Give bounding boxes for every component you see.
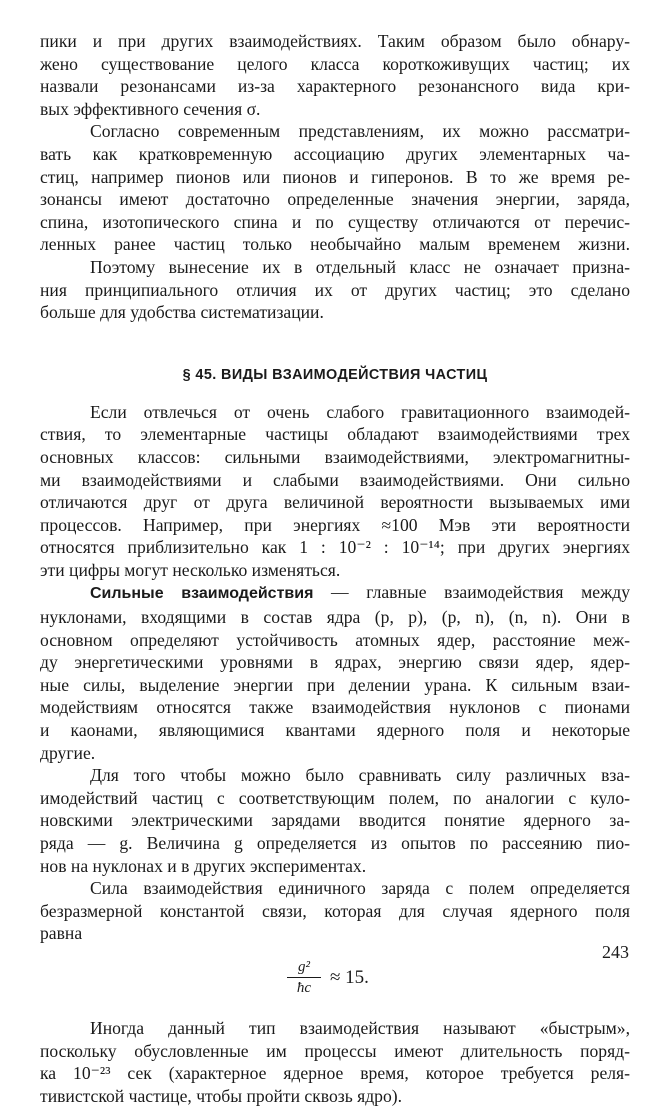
paragraph-fast-interaction — [40, 1017, 630, 1107]
text-line: Если отвлечься от очень слабого гравитационного взаимодей- — [90, 401, 630, 422]
section-heading: § 45. ВИДЫ ВЗАИМОДЕЙСТВИЯ ЧАСТИЦ — [182, 366, 488, 383]
paragraph-interaction-classes — [40, 401, 630, 582]
coupling-formula — [40, 951, 630, 1009]
text-line: безразмерной константой связи, которая для случая ядерного поля — [40, 900, 630, 921]
formula-numerator: g² — [287, 957, 321, 978]
text-line: нов на нуклонах и в других экспериментах. — [40, 855, 367, 876]
text-line: Сила взаимодействия единичного заряда с полем определяется — [90, 878, 630, 899]
text-line: и каонами, являющимися квантами ядерного поля и некоторые — [40, 720, 630, 741]
text-line: ния принципиального отличия их от других частиц; это сделано — [40, 279, 630, 300]
text-line: имодействий частиц с соответствующим полем, по аналогии с куло- — [40, 787, 630, 808]
paragraph-nuclear-charge — [40, 764, 630, 877]
page-number: 243 — [602, 942, 629, 962]
text-line: ленных ранее частиц только необычайно малым временем жизни. — [40, 234, 630, 255]
text-line: отличаются друг от друга величиной вероятности вызываемых ими — [40, 492, 630, 513]
text-line: основных классов: сильными взаимодействиями, электромагнитны- — [40, 446, 630, 467]
text-line: тивистской частице, чтобы пройти сквозь ядро). — [40, 1085, 403, 1106]
paragraph-resonances-class — [40, 256, 630, 324]
paragraph-resonances-intro — [40, 30, 630, 120]
strong-interactions-term: Сильные взаимодействия — [90, 585, 314, 603]
text-line: новскими электрическими зарядами вводится понятие ядерного за- — [40, 810, 630, 831]
text-line: зонансы имеют достаточно определенные значения энергии, заряда, — [40, 189, 630, 210]
text-line: ные силы, выделение энергии при делении урана. К сильным взаи- — [40, 674, 630, 695]
text-line — [40, 581, 630, 606]
text-line: нуклонами, входящими в состав ядра (p, p), (p, n), (n, n). Они в — [40, 607, 630, 628]
text-fragment: — главные взаимодействия между — [313, 582, 630, 603]
text-line: Иногда данный тип взаимодействия называют «быстрым», — [90, 1017, 630, 1038]
text-line: ствия, то элементарные частицы обладают взаимодействиями трех — [40, 424, 630, 445]
formula-relation: ≈ 15. — [330, 966, 369, 988]
text-line: назвали резонансами из-за характерного резонансного вида кри- — [40, 76, 630, 97]
formula-fraction — [287, 957, 321, 998]
text-line: ряда — g. Величина g определяется из опытов по рассеянию пио- — [40, 833, 630, 853]
formula-denominator: ħc — [296, 979, 312, 996]
text-line: пики и при других взаимодействиях. Таким образом было обнару- — [40, 31, 630, 51]
text-line: Поэтому вынесение их в отдельный класс не означает призна- — [90, 256, 630, 277]
text-line: стиц, например пионов или пионов и гиперонов. В то же время ре- — [40, 166, 630, 187]
text-line: эти цифры могут несколько изменяться. — [40, 559, 341, 580]
text-line: равна — [40, 923, 83, 944]
paragraph-coupling-constant — [40, 877, 630, 945]
text-line: жено существование целого класса короткоживущих частиц; их — [40, 53, 630, 74]
text-line: ка 10⁻²³ сек (характерное ядерное время, которое требуется реля- — [40, 1063, 630, 1084]
text-line: вать как кратковременную ассоциацию других элементарных ча- — [40, 143, 630, 164]
paragraph-resonances-association — [40, 120, 630, 256]
text-line: поскольку обусловленные им процессы имеют длительность поряд- — [40, 1040, 630, 1061]
text-line: вых эффективного сечения σ. — [40, 98, 261, 119]
text-line: ми взаимодействиями и слабыми взаимодействиями. Они сильно — [40, 469, 630, 490]
text-line: модействиям относятся также взаимодействия нуклонов с пионами — [40, 697, 630, 718]
text-line: процессов. Например, при энергиях ≈100 Мэв эти вероятности — [40, 514, 630, 535]
text-line: Согласно современным представлениям, их можно рассматри- — [90, 121, 630, 142]
text-line: другие. — [40, 742, 96, 763]
text-line: Для того чтобы можно было сравнивать силу различных вза- — [90, 765, 630, 786]
text-line: основном определяют устойчивость атомных ядер, расстояние меж- — [40, 629, 630, 650]
text-line: относятся приблизительно как 1 : 10⁻² : 10⁻¹⁴; при других энергиях — [40, 537, 630, 558]
paragraph-strong-interactions — [40, 581, 630, 764]
page-body — [40, 30, 630, 1107]
text-line: больше для удобства систематизации. — [40, 302, 324, 323]
text-line: спина, изотопического спина и по существу отличаются от перечис- — [40, 211, 630, 232]
text-line: ду энергетическими уровнями в ядрах, энергию связи ядер, ядер- — [40, 652, 630, 673]
